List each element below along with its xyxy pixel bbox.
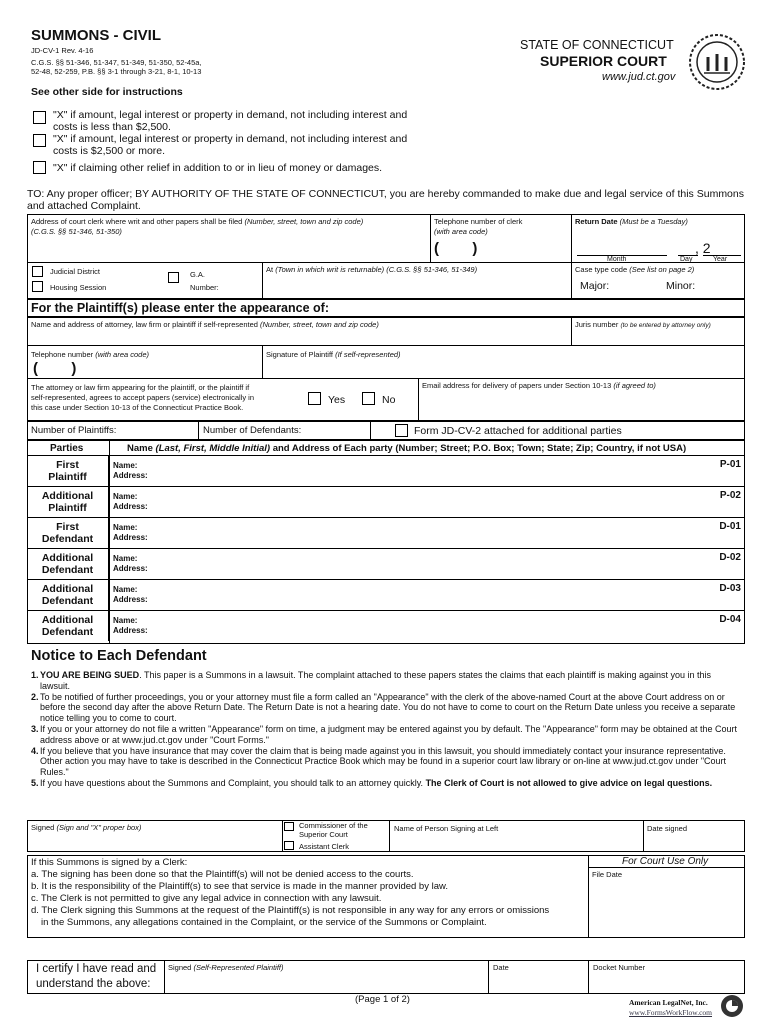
party-code: P-01 — [719, 459, 741, 470]
electronic-yes-checkbox[interactable] — [308, 392, 321, 405]
plaintiff-count-label[interactable]: Number of Plaintiffs: — [31, 425, 117, 436]
party-row-p01[interactable] — [27, 456, 745, 487]
party-type-line-1: First — [56, 459, 79, 471]
publisher-logo-icon — [720, 994, 744, 1018]
attorney-phone-field[interactable]: ( ) — [33, 360, 77, 377]
party-row-d02[interactable] — [27, 549, 745, 580]
page-number: (Page 1 of 2) — [355, 994, 410, 1005]
party-name-label: Name: — [113, 492, 138, 501]
self-rep-signed-label: Signed (Self-Represented Plaintiff) — [168, 963, 284, 972]
statutes-line-2: 52-48, 52-259, P.B. §§ 3-1 through 3-21, 8-1, 10-13 — [31, 67, 202, 76]
appearance-heading: For the Plaintiff(s) please enter the appearance of: — [31, 301, 329, 315]
state-seal-icon — [688, 33, 746, 91]
attorney-phone-label: Telephone number (with area code) — [31, 350, 150, 359]
checkbox-2-text-2: costs is $2,500 or more. — [53, 145, 166, 157]
court-name: SUPERIOR COURT — [540, 53, 667, 69]
date-signed-label: Date signed — [647, 824, 688, 833]
defendant-count-label[interactable]: Number of Defendants: — [203, 425, 302, 436]
electronic-service-line-1: The attorney or law firm appearing for the plaintiff, or the plaintiff if — [31, 383, 250, 392]
form-cv2-attached-label: Form JD-CV-2 attached for additional parties — [414, 425, 622, 437]
parties-column-header: Parties — [50, 443, 84, 454]
commissioner-checkbox[interactable] — [284, 822, 294, 831]
party-type-line-2: Defendant — [41, 533, 94, 545]
clerk-phone-hint: (with area code) — [434, 227, 488, 236]
name-column-header: Name (Last, First, Middle Initial) and Address of Each party (Number; Street; P.O. Box; Town; State; Zip; Country, if not USA) — [127, 443, 687, 454]
file-date-label: File Date — [592, 870, 623, 879]
party-name-label: Name: — [113, 616, 138, 625]
checkbox-1-text-1: "X" if amount, legal interest or property in demand, not including interest and — [53, 109, 408, 121]
notice-item-1: 1. YOU ARE BEING SUED. This paper is a Summons in a lawsuit. The complaint attached to these papers states the claims that each plaintiff is making against you in this lawsuit. — [31, 670, 711, 691]
checkbox-3-text: "X" if claiming other relief in addition to or in lieu of money or damages. — [53, 162, 383, 174]
party-name-label: Name: — [113, 461, 138, 470]
party-type-line-1: Additional — [41, 552, 94, 564]
ga-number-label: Number: — [190, 283, 219, 292]
checkbox-2-text-1: "X" if amount, legal interest or property in demand, not including interest and — [53, 133, 408, 145]
checkbox-1-text-2: costs is less than $2,500. — [53, 121, 171, 133]
assistant-clerk-label: Assistant Clerk — [299, 842, 350, 851]
party-code: D-04 — [719, 614, 741, 625]
return-year-label: Year — [713, 256, 728, 263]
notice-item-2: 2. To be notified of further proceedings, you or your attorney must file a form called an "Appearance" with the clerk of the above-named Court at the above Court address on or before the second day after the above Return Date. The Return Date is not a hearing date. You do not have to come to court on the Return Date unless you receive a separate notice telling you to come to court. — [31, 691, 736, 724]
party-code: D-03 — [719, 583, 741, 594]
electronic-yes-label: Yes — [328, 394, 346, 406]
party-type-line-2: Defendant — [41, 626, 94, 638]
return-year-prefix: , 2 — [695, 240, 711, 256]
party-address-label: Address: — [113, 564, 148, 573]
publisher-url[interactable]: www.FormsWorkFlow.com — [629, 1008, 713, 1017]
return-date-label: Return Date (Must be a Tuesday) — [575, 217, 688, 226]
ga-label: G.A. — [190, 270, 206, 279]
form-title: SUMMONS - CIVIL — [31, 27, 161, 44]
party-name-label: Name: — [113, 523, 138, 532]
party-row-d04[interactable] — [27, 611, 745, 642]
clerk-item-d-1: d. The Clerk signing this Summons at the request of the Plaintiff(s) is not responsible in any way for any errors or omissions — [31, 905, 550, 916]
case-type-minor[interactable]: Minor: — [666, 280, 696, 292]
party-address-label: Address: — [113, 626, 148, 635]
juris-number-label: Juris number (to be entered by attorney only) — [575, 320, 711, 329]
party-code: D-02 — [719, 552, 741, 563]
to-officer-text: TO: Any proper officer; BY AUTHORITY OF THE STATE OF CONNECTICUT, you are hereby commanded to make due and legal service of this Summons and attached Complaint. — [27, 188, 744, 212]
clerk-intro: If this Summons is signed by a Clerk: — [31, 857, 188, 868]
case-type-label: Case type code (See list on page 2) — [575, 265, 695, 274]
party-type-line-1: Additional — [41, 614, 94, 626]
party-type-line-1: Additional — [41, 490, 94, 502]
party-type-line-2: Plaintiff — [48, 502, 87, 514]
court-use-label: For Court Use Only — [622, 856, 709, 867]
party-address-label: Address: — [113, 471, 148, 480]
housing-session-checkbox[interactable] — [32, 281, 43, 292]
commissioner-label: Commissioner of the Superior Court — [299, 821, 368, 839]
signer-name-label: Name of Person Signing at Left — [394, 824, 499, 833]
party-type-line-2: Defendant — [41, 564, 94, 576]
notice-item-4: 4. If you believe that you have insurance that may cover the claim that is being made against you in this lawsuit, you should immediately contact your insurance representative. Other action you may have to take is described in the Connecticut Practice Book which may be found in a superior court law library or on-line at www.jud.ct.gov under "Court Rules." — [31, 745, 727, 778]
electronic-no-checkbox[interactable] — [362, 392, 375, 405]
party-type-line-2: Plaintiff — [48, 471, 87, 483]
party-code: D-01 — [719, 521, 741, 532]
certify-line-2: understand the above: — [36, 978, 151, 990]
return-month-label: Month — [607, 256, 627, 263]
party-address-label: Address: — [113, 533, 148, 542]
certify-date-label: Date — [493, 963, 509, 972]
at-town-label: At (Town in which writ is returnable) (C.G.S. §§ 51-346, 51-349) — [266, 265, 478, 274]
ga-checkbox[interactable] — [168, 272, 179, 283]
party-row-d01[interactable] — [27, 518, 745, 549]
party-address-label: Address: — [113, 502, 148, 511]
instructions-note: See other side for instructions — [31, 86, 183, 98]
statutes-line-1: C.G.S. §§ 51-346, 51-347, 51-349, 51-350, 52-45a, — [31, 58, 202, 67]
clerk-item-c: c. The Clerk is not permitted to give any legal advice in connection with any lawsuit. — [31, 893, 382, 904]
state-name: STATE OF CONNECTICUT — [520, 38, 674, 52]
return-day-label: Day — [680, 256, 693, 263]
form-cv2-attached-checkbox[interactable] — [395, 424, 408, 437]
judicial-district-label: Judicial District — [50, 267, 101, 276]
signed-label: Signed (Sign and "X" proper box) — [31, 823, 142, 832]
electronic-service-line-2: self-represented, agrees to accept papers (service) electronically in — [31, 393, 255, 402]
other-relief-checkbox[interactable] — [33, 161, 46, 174]
clerk-item-a: a. The signing has been done so that the Plaintiff(s) will not be denied access to the courts. — [31, 869, 414, 880]
party-name-label: Name: — [113, 554, 138, 563]
court-address-label: Address of court clerk where writ and other papers shall be filed (Number, street, town and zip code) — [31, 217, 364, 226]
electronic-service-line-3: this case under Section 10-13 of the Connecticut Practice Book. — [31, 403, 244, 412]
amount-over-2500-checkbox[interactable] — [33, 134, 46, 147]
clerk-item-d-2: in the Summons, any allegations contained in the Complaint, or the service of the Summons or Complaint. — [41, 917, 487, 928]
amount-under-2500-checkbox[interactable] — [33, 111, 46, 124]
party-address-label: Address: — [113, 595, 148, 604]
electronic-no-label: No — [382, 394, 396, 406]
judicial-district-checkbox[interactable] — [32, 266, 43, 277]
party-type-line-1: First — [56, 521, 79, 533]
notice-item-3: 3. If you or your attorney do not file a written "Appearance" form on time, a judgment may be entered against you by default. The "Appearance" form may be obtained at the Court address above or at www.jud.ct.gov under "Court Forms." — [31, 723, 738, 745]
certify-line-1: I certify I have read and — [36, 963, 157, 975]
attorney-name-label: Name and address of attorney, law firm or plaintiff if self-represented (Number, street, town and zip code) — [31, 320, 379, 329]
docket-number-label: Docket Number — [593, 963, 646, 972]
court-address-field[interactable] — [32, 237, 426, 259]
plaintiff-signature-label: Signature of Plaintiff (If self-represented) — [266, 350, 401, 359]
publisher-name: American LegalNet, Inc. — [629, 998, 708, 1007]
party-type-line-2: Defendant — [41, 595, 94, 607]
assistant-clerk-checkbox[interactable] — [284, 841, 294, 850]
notice-heading: Notice to Each Defendant — [31, 648, 207, 664]
party-row-d03[interactable] — [27, 580, 745, 611]
party-name-label: Name: — [113, 585, 138, 594]
email-label: Email address for delivery of papers under Section 10-13 (if agreed to) — [422, 381, 656, 390]
housing-session-label: Housing Session — [50, 283, 107, 292]
form-id: JD-CV-1 Rev. 4-16 — [31, 46, 94, 55]
clerk-phone-label: Telephone number of clerk — [434, 217, 523, 226]
notice-list — [31, 670, 743, 789]
court-website[interactable]: www.jud.ct.gov — [602, 71, 676, 83]
party-row-p02[interactable] — [27, 487, 745, 518]
clerk-phone-field[interactable]: ( ) — [434, 240, 478, 257]
party-type-line-1: Additional — [41, 583, 94, 595]
counts-row — [27, 421, 745, 440]
notice-item-5: 5. If you have questions about the Summons and Complaint, you should talk to an attorney quickly. The Clerk of Court is not allowed to give advice on legal questions. — [31, 777, 713, 788]
court-address-statute: (C.G.S. §§ 51-346, 51-350) — [31, 227, 122, 236]
clerk-item-b: b. It is the responsibility of the Plaintiff(s) to see that service is made in the manner provided by law. — [31, 881, 448, 892]
party-code: P-02 — [719, 490, 741, 501]
case-type-major[interactable]: Major: — [580, 280, 610, 292]
